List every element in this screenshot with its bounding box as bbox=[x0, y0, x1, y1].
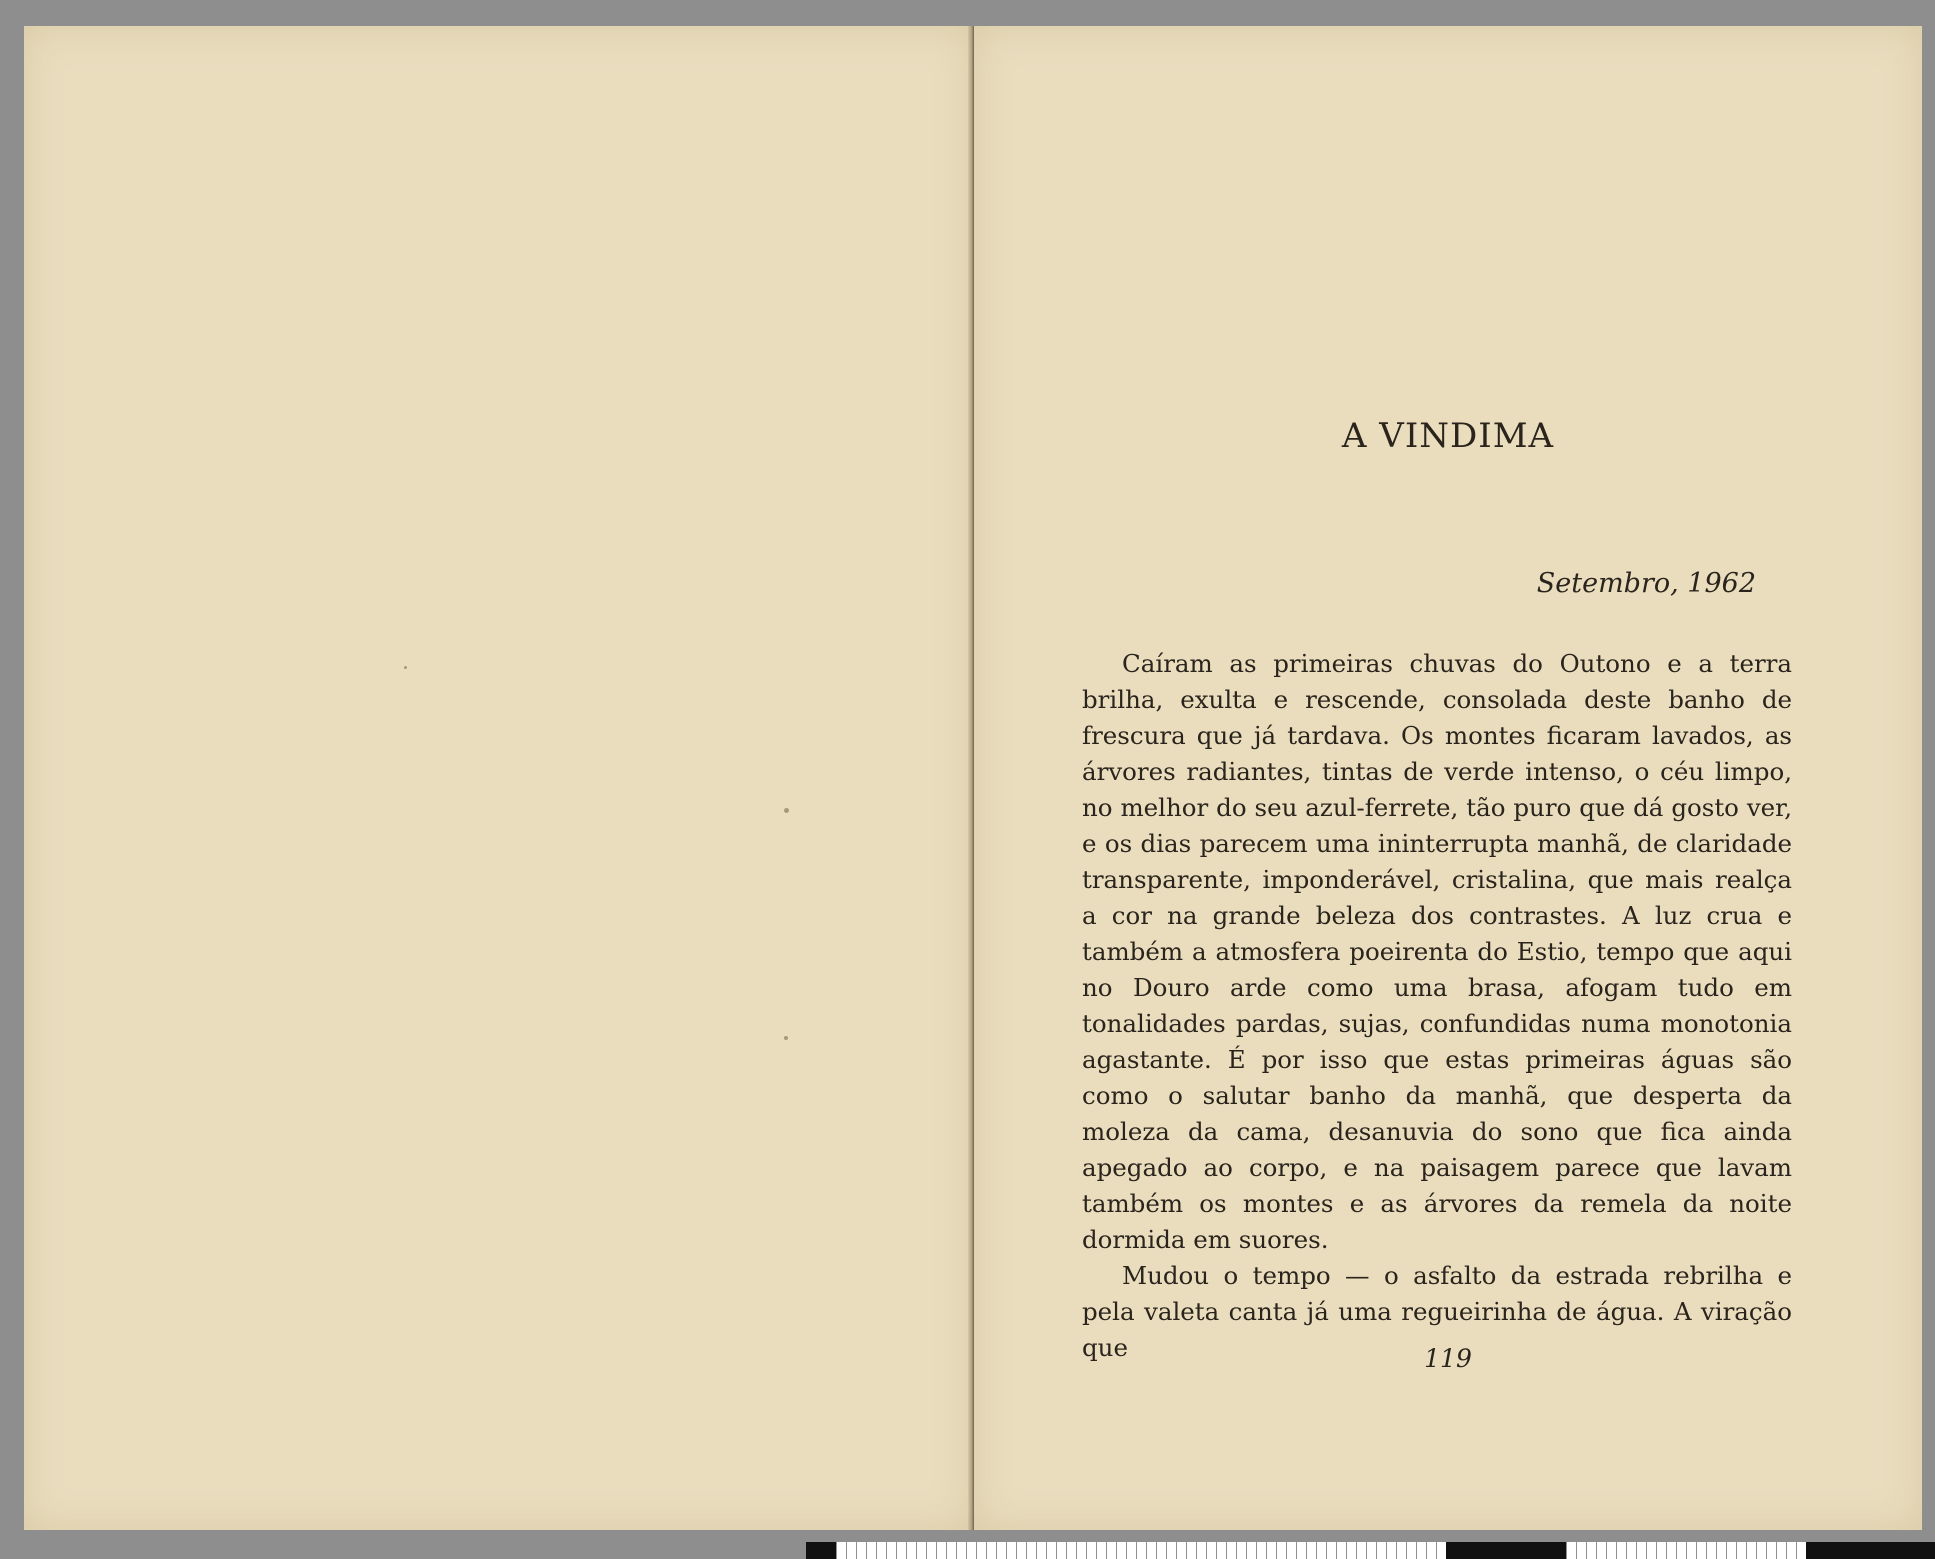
chapter-dateline: Setembro, 1962 bbox=[1536, 568, 1756, 599]
scale-segment bbox=[806, 1542, 836, 1559]
page-number: 119 bbox=[1424, 1344, 1472, 1373]
book-spread bbox=[24, 26, 1922, 1530]
body-text bbox=[1082, 646, 1792, 1366]
paragraph: Mudou o tempo — o asfalto da estrada rebrilha e pela valeta canta já uma regueirinha de água. A viração que bbox=[1082, 1261, 1792, 1362]
scale-ticks bbox=[806, 1542, 1935, 1559]
color-scale-bar bbox=[806, 1542, 1935, 1559]
paper-speck bbox=[784, 1036, 788, 1040]
right-page bbox=[974, 26, 1922, 1530]
scale-segment bbox=[1806, 1542, 1935, 1559]
chapter-title: A VINDIMA bbox=[1341, 416, 1555, 456]
scale-segment bbox=[1446, 1542, 1566, 1559]
paper-speck bbox=[404, 666, 407, 669]
paragraph: Caíram as primeiras chuvas do Outono e a terra brilha, exulta e rescende, consolada deste banho de frescura que já tardava. Os montes ficaram lavados, as árvores radiantes, tintas de verde intenso, o céu limpo, no melhor do seu azul-ferrete, tão puro que dá gosto ver, e os dias parecem uma ininterrupta manhã, de claridade transparente, imponderável, cristalina, que mais realça a cor na grande beleza dos contrastes. A luz crua e também a atmosfera poeirenta do Estio, tempo que aqui no Douro arde como uma brasa, afogam tudo em tonalidades pardas, sujas, confundidas numa monotonia agastante. É por isso que estas primeiras águas são como o salutar banho da manhã, que desperta da moleza da cama, desanuvia do sono que fica ainda apegado ao corpo, e na paisagem parece que lavam também os montes e as árvores da remela da noite dormida em suores. bbox=[1082, 649, 1792, 1254]
left-page-blank bbox=[24, 26, 973, 1530]
paper-speck bbox=[784, 808, 789, 813]
